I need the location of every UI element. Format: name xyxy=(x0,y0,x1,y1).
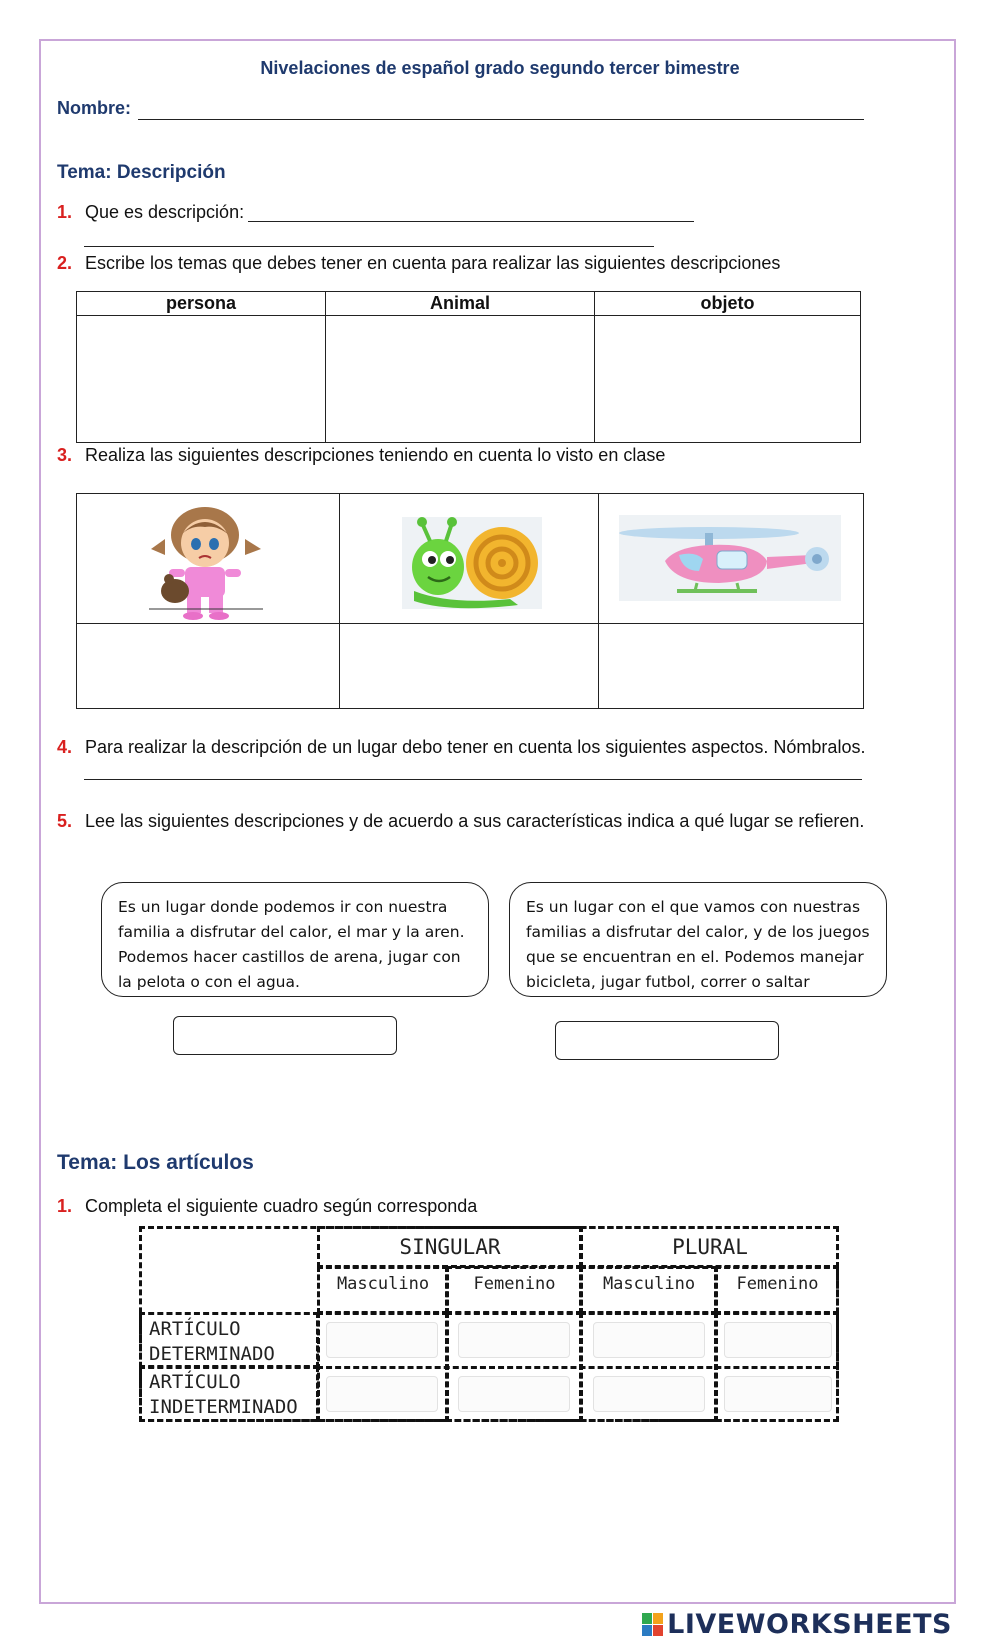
description-topics-table xyxy=(76,291,861,443)
answer-input[interactable] xyxy=(458,1322,570,1358)
masculino-label: Masculino xyxy=(602,1274,696,1294)
answer-input[interactable] xyxy=(593,1322,705,1358)
column-header-animal: Animal xyxy=(326,292,595,316)
section-title-descripcion: Tema: Descripción xyxy=(57,162,226,183)
question-number: 2. xyxy=(57,253,73,273)
name-input-line[interactable] xyxy=(138,98,864,120)
picture-description-table xyxy=(76,493,864,709)
helicopter-picture xyxy=(599,495,863,623)
question-2 xyxy=(57,253,780,274)
picture-cell xyxy=(77,494,340,624)
answer-line[interactable] xyxy=(248,200,694,222)
row-label-determinado-line2: DETERMINADO xyxy=(149,1343,275,1365)
answer-input[interactable] xyxy=(724,1322,832,1358)
femenino-label: Femenino xyxy=(473,1274,556,1294)
answer-cell[interactable] xyxy=(326,316,595,443)
page-title: Nivelaciones de español grado segundo tercer bimestre xyxy=(260,58,740,78)
answer-line[interactable] xyxy=(84,759,862,780)
plural-label: PLURAL xyxy=(672,1235,748,1259)
logo-text: LIVEWORKSHEETS xyxy=(667,1609,952,1640)
answer-input[interactable] xyxy=(593,1376,705,1412)
answer-cell[interactable] xyxy=(77,624,340,709)
place-answer-box-2[interactable] xyxy=(555,1021,779,1060)
question-text: Para realizar la descripción de un lugar debo tener en cuenta los siguientes aspectos. Nómbralos. xyxy=(85,737,866,757)
answer-cell[interactable] xyxy=(340,624,599,709)
question-number: 4. xyxy=(57,737,73,757)
question-text: Completa el siguiente cuadro según corresponda xyxy=(85,1196,478,1216)
question-number: 1. xyxy=(57,202,73,222)
snail-picture xyxy=(340,495,598,623)
column-header-objeto: objeto xyxy=(595,292,861,316)
description-bubble-1: Es un lugar donde podemos ir con nuestra familia a disfrutar del calor, el mar y la aren. Podemos hacer castillos de arena, jugar con la pelota o con el agua. xyxy=(101,882,489,997)
picture-cell xyxy=(340,494,599,624)
row-label-indeterminado-line2: INDETERMINADO xyxy=(149,1396,298,1418)
question-1 xyxy=(57,202,244,223)
row-label-determinado-line1: ARTÍCULO xyxy=(149,1318,241,1340)
section-title-articulos: Tema: Los artículos xyxy=(57,1151,254,1174)
question-text: Realiza las siguientes descripciones teniendo en cuenta lo visto en clase xyxy=(85,445,666,465)
description-bubble-2: Es un lugar con el que vamos con nuestras familias a disfrutar del calor, y de los juegos que se encuentran en el. Podemos manejar bicicleta, jugar futbol, correr o saltar xyxy=(509,882,887,997)
place-answer-box-1[interactable] xyxy=(173,1016,397,1055)
liveworksheets-logo xyxy=(642,1609,952,1640)
logo-blocks-icon xyxy=(642,1613,664,1637)
femenino-label: Femenino xyxy=(736,1274,819,1294)
answer-cell[interactable] xyxy=(599,624,864,709)
column-header-persona: persona xyxy=(77,292,326,316)
answer-cell[interactable] xyxy=(77,316,326,443)
question-number: 3. xyxy=(57,445,73,465)
question-articulos-1 xyxy=(57,1196,477,1217)
question-number: 5. xyxy=(57,811,73,831)
answer-line[interactable] xyxy=(84,226,654,247)
question-number: 1. xyxy=(57,1196,73,1216)
girl-picture xyxy=(77,495,339,623)
row-divider xyxy=(317,1366,839,1369)
answer-input[interactable] xyxy=(458,1376,570,1412)
row-label-indeterminado-line1: ARTÍCULO xyxy=(149,1371,241,1393)
answer-cell[interactable] xyxy=(595,316,861,443)
answer-input[interactable] xyxy=(724,1376,832,1412)
question-3 xyxy=(57,445,665,466)
question-text: Escribe los temas que debes tener en cuenta para realizar las siguientes descripciones xyxy=(85,253,781,273)
question-text: Lee las siguientes descripciones y de acuerdo a sus características indica a qué lugar se refieren. xyxy=(85,811,865,831)
question-5 xyxy=(57,811,864,832)
question-4 xyxy=(57,737,865,758)
picture-cell xyxy=(599,494,864,624)
singular-label: SINGULAR xyxy=(399,1235,501,1259)
answer-input[interactable] xyxy=(326,1322,438,1358)
answer-input[interactable] xyxy=(326,1376,438,1412)
masculino-label: Masculino xyxy=(336,1274,430,1294)
name-label: Nombre: xyxy=(57,98,132,118)
question-text: Que es descripción: xyxy=(85,202,245,222)
